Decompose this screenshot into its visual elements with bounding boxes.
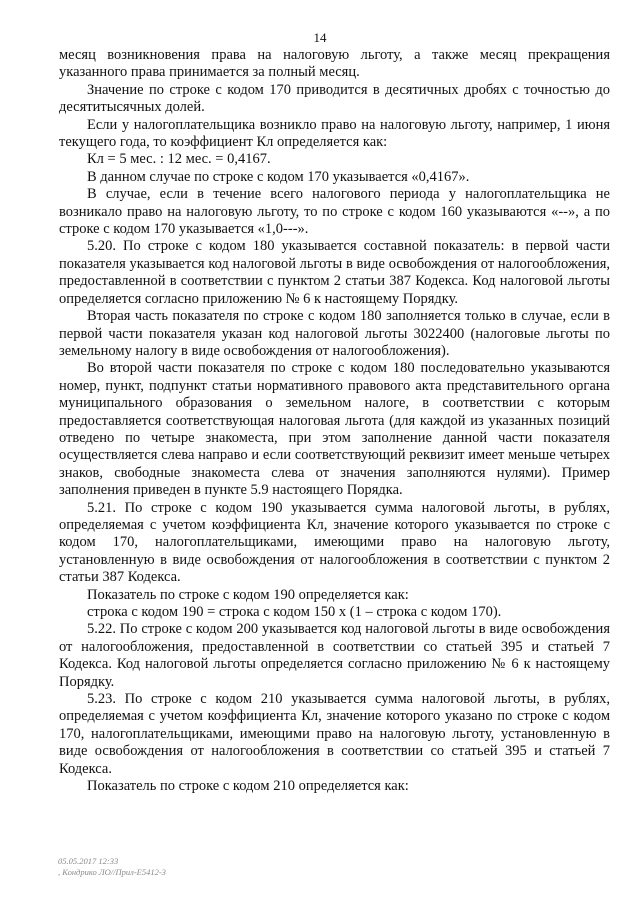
footer-stamp	[58, 856, 166, 878]
paragraph: В данном случае по строке с кодом 170 указывается «0,4167».	[87, 168, 470, 185]
paragraph: 5.23. По строке с кодом 210 указывается сумма налоговой льготы, в рублях, определяемая с учетом коэффициента Кл, значение которого указано по строке с кодом 170, налогоплательщиками, имеющими право на налоговую льготу, установленную в виде освобождения от налогообложения в соответствии со статьей 395 и статьей 7 Кодекса.	[59, 691, 610, 777]
paragraph: Значение по строке с кодом 170 приводится в десятичных дробях с точностью до десятитысячных долей.	[59, 81, 610, 116]
page-number: 14	[313, 30, 327, 45]
paragraph: Если у налогоплательщика возникло право на налоговую льготу, например, 1 июня текущего года, то коэффициент Кл определяется как:	[59, 116, 610, 151]
paragraph: 5.22. По строке с кодом 200 указывается код налоговой льготы в виде освобождения от налогообложения, предоставленной в соответствии со статьей 395 и статьей 7 Кодекса. Код налоговой льготы определяется согласно приложению № 6 к настоящему Порядку.	[59, 621, 610, 690]
paragraph: месяц возникновения права на налоговую льготу, а также месяц прекращения указанного права принимается за полный месяц.	[59, 47, 610, 81]
document-body	[59, 47, 610, 795]
paragraph: Во второй части показателя по строке с кодом 180 последовательно указываются номер, пункт, подпункт статьи нормативного правового акта представительного органа муниципального образования о земельном налоге, в соответствии с которым предоставляется соответствующая налоговая льгота (для каждой из указанных позиций отведено по четыре знакоместа, при этом заполнение данной части показателя осуществляется слева направо и если соответствующий реквизит имеет меньше четырех знаков, свободные знакоместа слева от значения заполняются нулями). Пример заполнения приведен в пункте 5.9 настоящего Порядка.	[59, 360, 610, 499]
paragraph: 5.21. По строке с кодом 190 указывается сумма налоговой льготы, в рублях, определяемая с учетом коэффициента Кл, значение которого указывается по строке с кодом 170, налогоплательщиками, имеющими право на налоговую льготу, установленную в виде освобождения от налогообложения в соответствии с пунктом 2 статьи 387 Кодекса.	[59, 499, 610, 586]
paragraph: строка с кодом 190 = строка с кодом 150 х (1 – строка с кодом 170).	[87, 604, 502, 620]
paragraph: Показатель по строке с кодом 210 определяется как:	[87, 778, 409, 795]
paragraph: 5.20. По строке с кодом 180 указывается составной показатель: в первой части показателя указывается код налоговой льготы в виде освобождения от налогообложения, предоставленной в соответствии с пунктом 2 статьи 387 Кодекса. Код налоговой льготы определяется согласно приложению № 6 к настоящему Порядку.	[59, 238, 610, 307]
paragraph: В случае, если в течение всего налогового периода у налогоплательщика не возникало право на налоговую льготу, то по строке с кодом 160 указываются «--», а по строке с кодом 170 указывается «1,0---».	[59, 186, 610, 238]
paragraph: Показатель по строке с кодом 190 определяется как:	[87, 586, 409, 603]
paragraph: Кл = 5 мес. : 12 мес. = 0,4167.	[87, 151, 271, 168]
footer-stamp-line: , Кондрико ЛО//Прил-Е5412-3	[58, 867, 166, 877]
paragraph: Вторая часть показателя по строке с кодом 180 заполняется только в случае, если в первой части показателя указан код налоговой льготы 3022400 (налоговые льготы по земельному налогу в виде освобождения от налогообложения).	[59, 308, 610, 359]
footer-stamp-line: 05.05.2017 12:33	[58, 856, 119, 866]
